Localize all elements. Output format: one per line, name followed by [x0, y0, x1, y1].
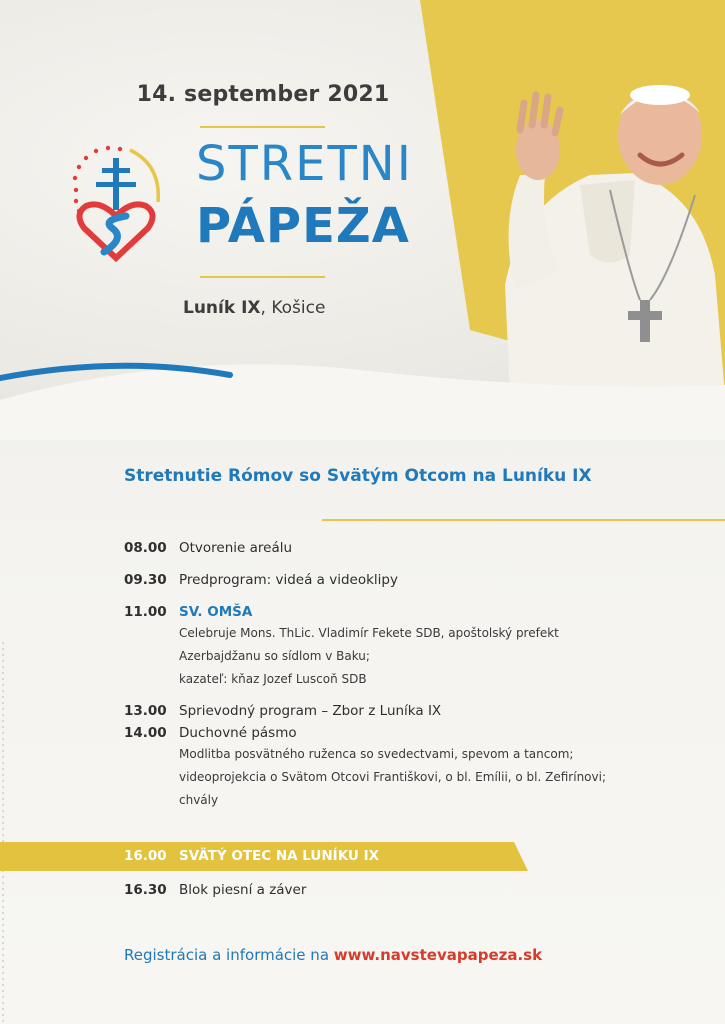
schedule-label-highlight: SVÄTÝ OTEC NA LUNÍKU IX	[179, 848, 380, 864]
dotted-edge-pattern	[0, 640, 6, 1024]
header-wave	[0, 330, 725, 440]
detail-line: Celebruje Mons. ThLic. Vladimír Fekete SDB, apoštolský prefekt	[179, 626, 559, 640]
schedule-time: 09.30	[124, 572, 167, 588]
title-stretni: STRETNI	[196, 136, 413, 192]
schedule-label: Otvorenie areálu	[179, 540, 293, 556]
place-name: Luník IX	[183, 298, 261, 318]
schedule-item-highlight	[124, 848, 379, 864]
detail-line: chvály	[179, 793, 219, 807]
schedule-item	[124, 882, 644, 898]
divider-top	[200, 126, 325, 128]
detail-line: Modlitba posvätného ruženca so svedectvami, spevom a tancom;	[179, 747, 574, 761]
schedule-time: 08.00	[124, 540, 167, 556]
divider-middle	[200, 276, 325, 278]
event-subtitle: Stretnutie Rómov so Svätým Otcom na Luníku IX	[124, 466, 592, 486]
schedule-time: 11.00	[124, 604, 167, 620]
schedule-time: 13.00	[124, 703, 167, 719]
divider-subtitle	[322, 519, 725, 521]
place-city: , Košice	[260, 298, 326, 318]
schedule-detail	[179, 743, 644, 812]
schedule-time: 14.00	[124, 725, 167, 741]
schedule-label: Blok piesní a záver	[179, 882, 307, 898]
footer-registration	[124, 946, 542, 964]
footer-text: Registrácia a informácie na	[124, 946, 334, 964]
schedule-list	[124, 540, 644, 812]
schedule-label: Predprogram: videá a videoklipy	[179, 572, 398, 588]
schedule-time: 16.00	[124, 848, 167, 864]
logo-cross-heart-icon	[66, 140, 166, 265]
schedule-item	[124, 604, 644, 620]
detail-line: kazateľ: kňaz Jozef Luscoň SDB	[179, 672, 367, 686]
detail-line: Azerbajdžanu so sídlom v Baku;	[179, 649, 370, 663]
schedule-detail	[179, 622, 644, 691]
schedule-item	[124, 572, 644, 588]
schedule-list-end	[124, 882, 644, 898]
schedule-label: Duchovné pásmo	[179, 725, 297, 741]
schedule-time: 16.30	[124, 882, 167, 898]
schedule-item	[124, 725, 644, 741]
event-place	[183, 298, 325, 318]
schedule-label: Sprievodný program – Zbor z Luníka IX	[179, 703, 442, 719]
event-date: 14. september 2021	[136, 82, 390, 107]
schedule-label-mass: SV. OMŠA	[179, 604, 253, 620]
schedule-item	[124, 703, 644, 719]
detail-line: videoprojekcia o Svätom Otcovi Františkovi, o bl. Emílii, o bl. Zefirínovi;	[179, 770, 606, 784]
footer-link[interactable]: www.navstevapapeza.sk	[333, 946, 543, 964]
title-papeza: PÁPEŽA	[196, 198, 410, 254]
schedule-item	[124, 540, 644, 556]
